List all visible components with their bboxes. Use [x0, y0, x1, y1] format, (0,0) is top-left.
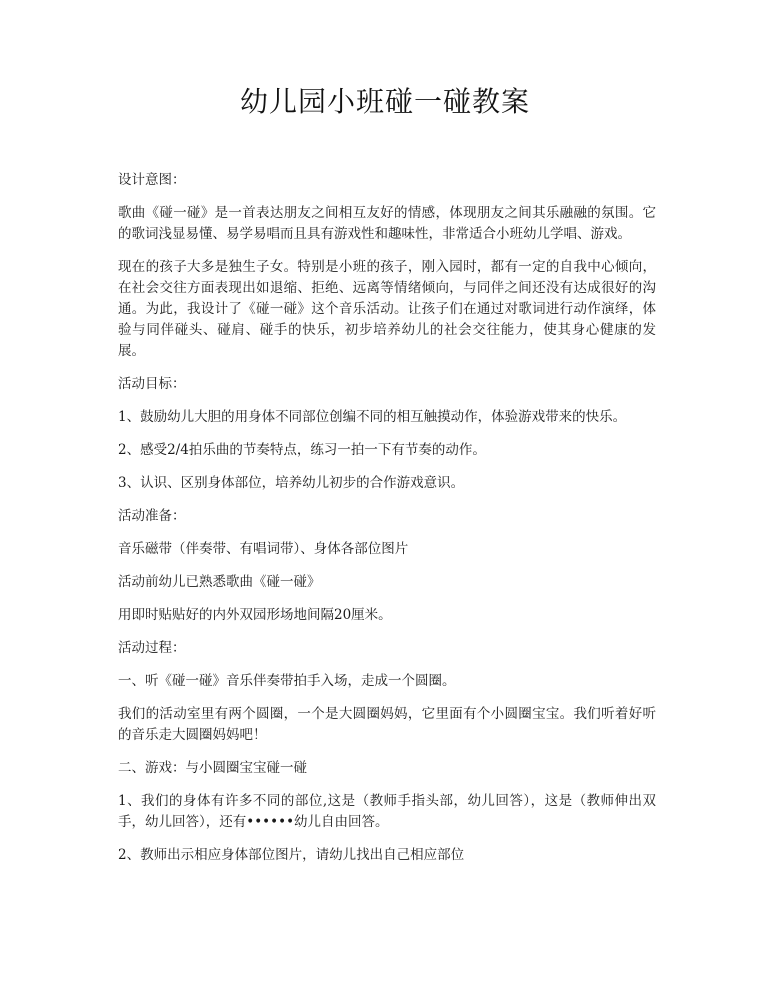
process-step-1: 一、听《碰一碰》音乐伴奏带拍手入场，走成一个圆圈。	[118, 673, 456, 689]
section-heading-design-intent: 设计意图：	[118, 172, 186, 188]
process-step-2: 二、游戏：与小圆圈宝宝碰一碰	[118, 760, 307, 776]
preparation-item-3: 用即时贴贴好的内外双园形场地间隔20厘米。	[118, 607, 392, 623]
paragraph-background: 现在的孩子大多是独生子女。特别是小班的孩子，刚入园时，都有一定的自我中心倾向，在社会交往方面表现出如退缩、拒绝、远离等情绪倾向，与同伴之间还没有达成很好的沟通。为此，我设计了《碰一碰》这个音乐活动。让孩子们在通过对歌词进行动作演绎，体验与同伴碰头、碰肩、碰手的快乐，初步培养幼儿的社会交往能力，使其身心健康的发展。	[118, 259, 656, 359]
section-heading-process: 活动过程：	[118, 640, 186, 656]
process-step-2-item-1: 1、我们的身体有许多不同的部位,这是（教师手指头部，幼儿回答），这是（教师伸出双手，幼儿回答），还有••••••幼儿自由回答。	[118, 793, 656, 830]
goal-item-2: 2、感受2/4拍乐曲的节奏特点，练习一拍一下有节奏的动作。	[118, 442, 486, 458]
document-body	[118, 170, 656, 878]
preparation-item-2: 活动前幼儿已熟悉歌曲《碰一碰》	[118, 574, 321, 590]
preparation-item-1: 音乐磁带（伴奏带、有唱词带）、身体各部位图片	[118, 541, 409, 557]
paragraph-song-intro: 歌曲《碰一碰》是一首表达朋友之间相互友好的情感，体现朋友之间其乐融融的氛围。它的歌词浅显易懂、易学易唱而且具有游戏性和趣味性，非常适合小班幼儿学唱、游戏。	[118, 205, 656, 242]
goal-item-1: 1、鼓励幼儿大胆的用身体不同部位创编不同的相互触摸动作，体验游戏带来的快乐。	[118, 409, 627, 425]
process-step-1-detail: 我们的活动室里有两个圆圈，一个是大圆圈妈妈，它里面有个小圆圈宝宝。我们听着好听的音乐走大圆圈妈妈吧！	[118, 706, 656, 743]
process-step-2-item-2: 2、教师出示相应身体部位图片，请幼儿找出自己相应部位	[118, 847, 465, 863]
document-title: 幼儿园小班碰一碰教案	[239, 85, 530, 118]
section-heading-goals: 活动目标：	[118, 376, 186, 392]
section-heading-preparation: 活动准备：	[118, 508, 186, 524]
goal-item-3: 3、认识、区别身体部位，培养幼儿初步的合作游戏意识。	[118, 475, 465, 491]
